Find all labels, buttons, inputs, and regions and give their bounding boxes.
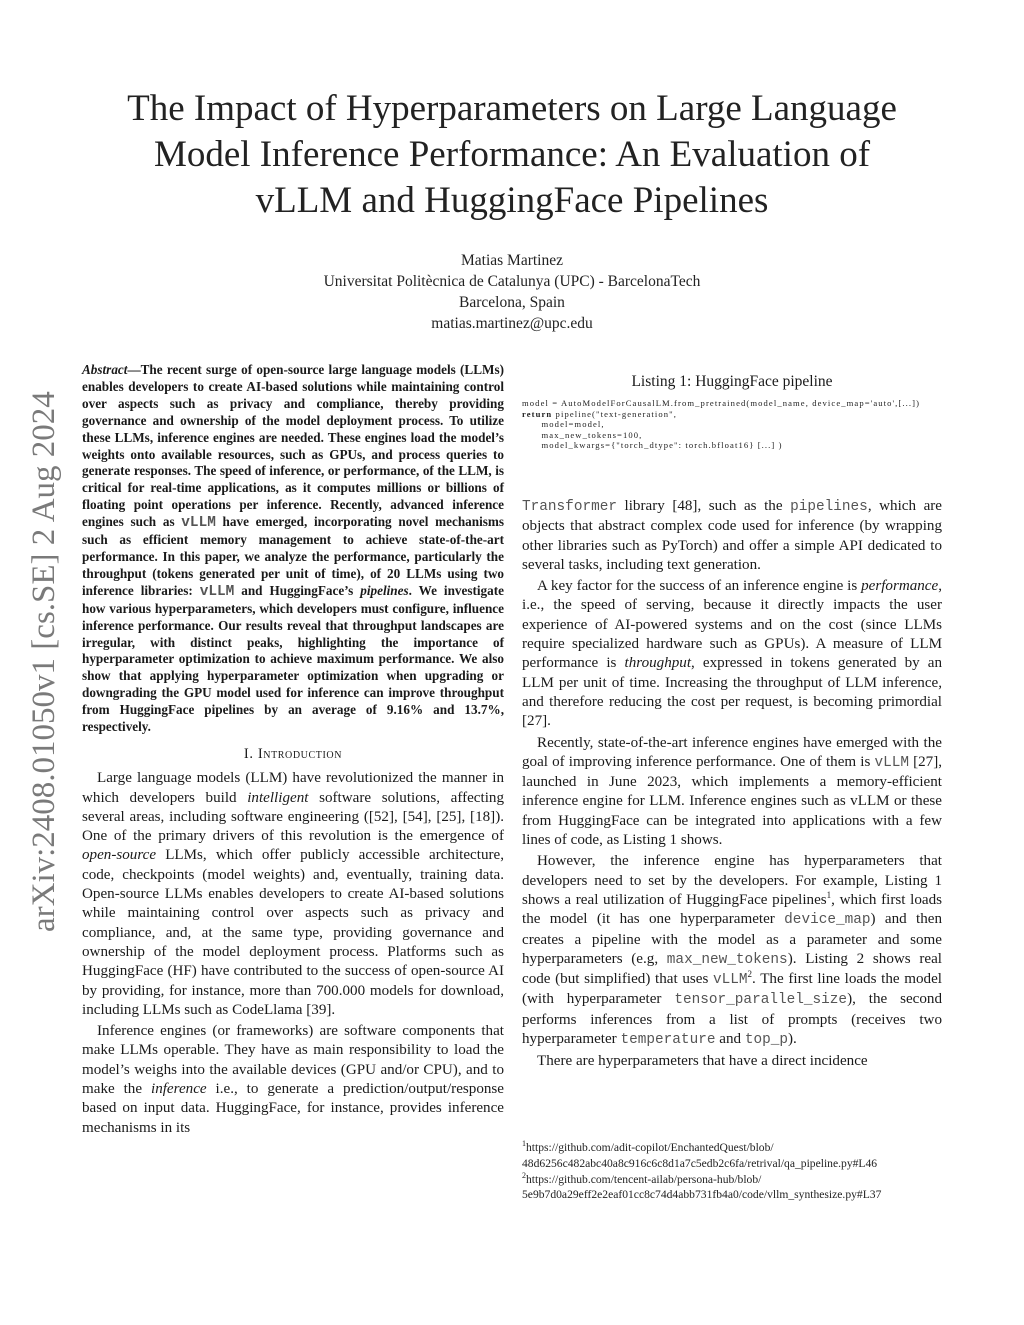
arxiv-identifier: arXiv:2408.01050v1 [cs.SE] 2 Aug 2024: [26, 391, 62, 932]
right-p1-text-1: library [48], such as the: [617, 498, 791, 514]
section-title: Introduction: [257, 745, 343, 762]
code-listing-1: [522, 372, 942, 451]
code-top-p: top_p: [744, 1032, 789, 1049]
author-name: Matias Martinez: [460, 252, 563, 269]
right-column: [522, 497, 942, 1072]
right-p2-italic-1: performance: [861, 578, 939, 595]
abstract-code-vllm-2: vLLM: [199, 583, 235, 600]
code-line-2-text: pipeline("text-generation",: [552, 408, 677, 419]
footnotes: [522, 1140, 952, 1203]
footnote-ref-2[interactable]: 2: [747, 969, 753, 980]
intro-paragraph-2: [82, 1022, 504, 1138]
footnote-2-number: 2: [522, 1170, 526, 1180]
right-paragraph-1: [522, 497, 942, 575]
right-p2-italic-2: throughput: [624, 655, 692, 672]
right-p4-text-2: , which first loads the model (it has one hyperparameter: [522, 891, 942, 928]
right-p4-text-5: . The first line loads the model (with hyperparameter: [522, 971, 942, 1008]
left-column: [82, 362, 504, 1138]
code-line-3: model=model,: [522, 419, 605, 430]
abstract-text-3: and HuggingFace’s: [234, 582, 361, 598]
intro-paragraph-1: [82, 769, 504, 1020]
code-line-1: model = AutoModelForCausalLM.from_pretrained(model_name, device_map='auto',[...]): [522, 398, 921, 408]
right-p4-text-7: and: [715, 1031, 745, 1048]
abstract-text-2: have emerged, incorporating novel mechanisms such as efficient memory management to achieve state-of-the-art performance. In this paper, we analyze the performance, particularly the throughput (tokens generated per unit of time), of 20 LLMs using two inference libraries:: [82, 514, 504, 598]
right-paragraph-5: [522, 1052, 942, 1071]
listing-caption: Listing 1: HuggingFace pipeline: [631, 373, 833, 390]
right-p4-text-1: However, the inference engine has hyperparameters that developers need to set by the developers. For example, Listing 1 shows a real utilization of HuggingFace pipelines: [522, 853, 942, 908]
intro-p1-italic-1: intelligent: [247, 789, 309, 806]
footnote-2: [522, 1172, 952, 1204]
code-transformer: Transformer: [522, 499, 617, 515]
footnote-1-number: 1: [522, 1139, 526, 1149]
abstract-dash: —: [127, 362, 141, 377]
code-device-map: device_map: [784, 912, 871, 929]
code-keyword-return: return: [522, 408, 553, 419]
right-paragraph-4: [522, 852, 942, 1050]
right-p2-text-1: A key factor for the success of an inference engine is: [537, 578, 862, 595]
intro-p2-italic-1: inference: [151, 1080, 207, 1097]
intro-p2-text-1: Inference engines (or frameworks) are software components that make LLMs operable. They have as main responsibility to load the model’s weighs into the available devices (GPU and/or CPU), and to make the: [82, 1023, 504, 1097]
footnote-1-url-line-1[interactable]: https://github.com/adit-copilot/EnchantedQuest/blob/: [526, 1141, 774, 1154]
section-number: I.: [243, 745, 254, 762]
code-pipelines: pipelines: [790, 499, 868, 515]
right-p5-text-1: There are hyperparameters that have a direct incidence: [537, 1053, 868, 1070]
right-p4-text-6: ), the second performs inferences from a list of prompts (receives two hyperparameter: [522, 991, 942, 1048]
abstract: [82, 362, 504, 736]
footnote-1: [522, 1140, 952, 1172]
code-vllm-2: vLLM: [713, 972, 748, 989]
right-p3-text-1: Recently, state-of-the-art inference engines have emerged with the goal of improving inference performance. One of them is: [522, 734, 942, 770]
right-p4-text-3: ) and then creates a pipeline with the model as a parameter and some hyperparameters (e.g,: [522, 911, 942, 967]
abstract-code-vllm-1: vLLM: [181, 515, 216, 532]
right-p2-text-2: , i.e., the speed of serving, because it directly impacts the user experience of AI-powered systems and on the cost (since LLMs require specialized hardware such as GPUs). A measure of LLM performance is: [522, 578, 942, 672]
section-heading-introduction: [82, 745, 504, 764]
intro-p1-text-3: LLMs, which offer publicly accessible architecture, code, checkpoints (model weights) and, eventually, training data. Open-source LLMs enables developers to create AI-based solutions while maintaining control over aspects such as privacy and compliance, and, at the same type, providing governance and ownership of the model deployment process. Platforms such as HuggingFace (HF) have contributed to the success of open-source AI by providing, for instance, more than 700.000 models for download, including LLMs such as CodeLlama [39].: [82, 847, 504, 1018]
author-location: Barcelona, Spain: [459, 294, 565, 311]
intro-p1-text-1: Large language models (LLM) have revolutionized the manner in which developers build: [82, 770, 504, 806]
author-block: [200, 250, 824, 334]
right-p4-text-8: ).: [788, 1031, 797, 1048]
title-line-1: The Impact of Hyperparameters on Large Language: [127, 88, 897, 129]
code-tensor-parallel-size: tensor_parallel_size: [674, 992, 848, 1009]
right-p2-text-3: , expressed in tokens generated by an LLM per unit of time. Increasing the throughput of LLM inference, and therefore reducing the cost per request, is becoming primordial [27].: [522, 655, 943, 730]
footnote-1-url-line-2[interactable]: 48d6256c482abc40a8c916c6c8d1a7c5edb2c6fa/retrival/qa_pipeline.py#L46: [522, 1156, 878, 1170]
footnote-2-url-line-2[interactable]: 5e9b7d0a29eff2e2eaf01cc8c74d4abb731fb4a0/code/vllm_synthesize.py#L37: [522, 1188, 882, 1202]
author-email[interactable]: matias.martinez@upc.edu: [431, 315, 593, 332]
abstract-text-4: . We investigate how various hyperparameters, which developers must configure, influence inference performance. Our results reveal that throughput landscapes are irregular, with distinct peaks, highlighting the importance of hyperparameter optimization to achieve maximum performance. We also show that applying hyperparameter optimization when upgrading or downgrading the GPU model used for inference can improve throughput from HuggingFace pipelines by an average of 9.16% and 13.7%, respectively.: [82, 582, 504, 735]
code-max-new-tokens: max_new_tokens: [666, 951, 788, 968]
code-line-4: max_new_tokens=100,: [522, 429, 643, 440]
right-p1-text-2: , which are objects that abstract complex code used for inference (by wrapping other libraries such as PyTorch) and offer a simple API dedicated to several tasks, including text generation.: [522, 498, 942, 573]
abstract-text-1: The recent surge of open-source large language models (LLMs) enables developers to create AI-based solutions while maintaining control over aspects such as privacy and compliance, thereby providing governance and ownership of the model deployment process. To utilize these LLMs, inference engines are needed. These engines load the model’s weights onto available resources, such as GPUs, and process queries to generate responses. The speed of inference, or performance, of the LLM, is critical for real-time applications, as it computes millions or billions of floating point operations per inference. Recently, advanced inference engines such as: [82, 362, 504, 530]
author-affiliation: Universitat Politècnica de Catalunya (UPC) - BarcelonaTech: [323, 273, 701, 290]
abstract-italic-pipelines: pipelines: [360, 582, 409, 598]
intro-p2-text-2: i.e., to generate a prediction/output/response based on input data. HuggingFace, for instance, provides inference mechanisms in its: [82, 1080, 504, 1136]
right-p4-text-4: ). Listing 2 shows real code (but simplified) that uses: [522, 950, 942, 988]
abstract-label: Abstract: [82, 362, 128, 377]
intro-p1-text-2: software solutions, affecting several areas, including software engineering ([52], [54], [25], [18]). One of the primary drivers of this revolution is the emergence of: [82, 789, 504, 845]
code-temperature: temperature: [620, 1032, 716, 1049]
code-vllm: vLLM: [874, 754, 909, 771]
footnote-ref-1[interactable]: 1: [826, 889, 832, 900]
intro-p1-italic-2: open-source: [82, 847, 157, 864]
right-p3-text-2: [27], launched in June 2023, which implements a memory-efficient inference engine for LLM. Inference engines such as vLLM or these from HuggingFace can be integrated into applications with a few lines of code, as Listing 1 shows.: [522, 753, 942, 849]
code-line-2: [522, 409, 942, 420]
title-line-3: vLLM and HuggingFace Pipelines: [255, 180, 769, 221]
code-line-5: model_kwargs={"torch_dtype": torch.bfloat16} [...] ): [522, 440, 783, 451]
footnote-2-url-line-1[interactable]: https://github.com/tencent-ailab/persona-hub/blob/: [526, 1172, 762, 1186]
title-line-2: Model Inference Performance: An Evaluation of: [153, 134, 871, 175]
right-paragraph-2: [522, 577, 942, 731]
paper-title: [60, 86, 964, 224]
right-paragraph-3: [522, 734, 942, 851]
code-block: [522, 398, 942, 451]
